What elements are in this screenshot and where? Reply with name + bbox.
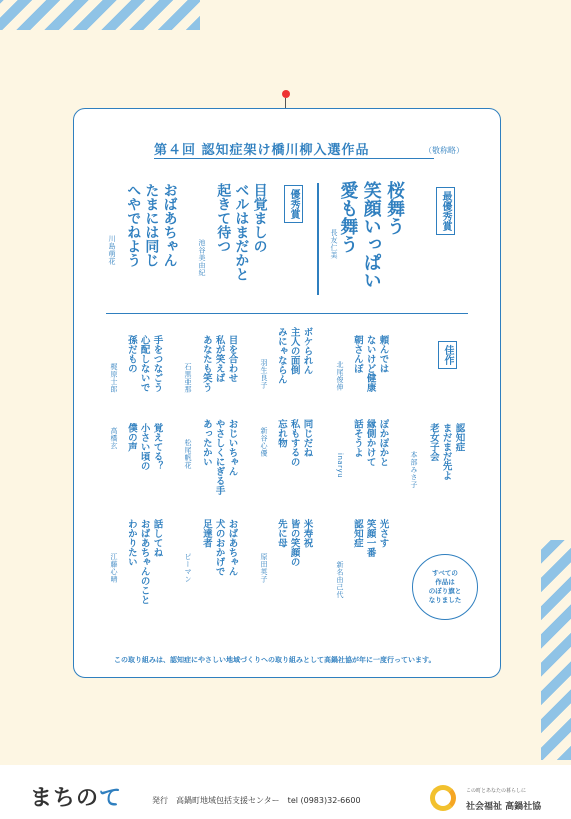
poem-line: 朝さんぽ	[351, 335, 363, 373]
good-work-author: 新名由己代	[336, 561, 345, 599]
good-works-badge: 佳作	[438, 341, 457, 369]
pin-icon	[282, 90, 290, 98]
good-work-poem	[350, 335, 388, 392]
poem-line: 目覚ましの	[251, 183, 268, 253]
good-work-author: 羽生良子	[260, 359, 269, 389]
divider-horizontal	[106, 313, 468, 314]
good-work-poem	[350, 519, 388, 557]
poem-line: 忘れ物	[275, 419, 287, 448]
excellence-badge: 優秀賞	[284, 185, 303, 223]
grand-prize-poem	[336, 181, 406, 289]
poem-line: 足達者	[200, 519, 212, 548]
good-work-poem	[350, 419, 388, 467]
poem-line: 認知症	[453, 423, 465, 452]
good-work-author: 原田英子	[260, 553, 269, 583]
poem-line: 心配しないで	[138, 335, 150, 392]
poem-line: おばあちゃん	[226, 519, 238, 576]
page-title: 第４回 認知症架け橋川柳入選作品	[154, 139, 434, 159]
poem-line: 先に母	[275, 519, 287, 548]
good-work-author: 本部みさ子	[410, 451, 419, 489]
excellence-author-1: 池谷美由紀	[198, 239, 207, 277]
poem-line: 主人の面倒	[288, 327, 300, 375]
good-work-poem	[124, 519, 162, 605]
poem-line: わかりたい	[125, 519, 137, 567]
poem-line: 手をつなごう	[151, 335, 163, 392]
good-work-author: ピーマン	[184, 553, 193, 583]
organization-logo-icon	[430, 785, 456, 811]
poem-line: 同じだね	[301, 419, 313, 457]
poem-line: みにゃならん	[275, 327, 287, 384]
poem-line: 犬のおかげで	[213, 519, 225, 576]
decorative-stripes-right	[541, 540, 571, 760]
poem-line: 孫だもの	[125, 335, 137, 373]
poem-line: 光さす	[377, 519, 389, 548]
grand-prize-badge: 最優秀賞	[436, 187, 455, 235]
logo-text: まちの	[30, 786, 100, 811]
organization-name: 社会福祉 高鍋社協	[466, 802, 542, 812]
good-work-author: 梶原士郎	[110, 363, 119, 393]
poem-line: 覚えてる？	[151, 423, 163, 471]
grand-prize-author: 長友仁美	[330, 229, 339, 259]
poem-line: 桜舞う	[384, 181, 406, 235]
poem-line: たまには同じ	[143, 183, 160, 267]
circle-note-line: すべての	[432, 569, 458, 577]
footer	[0, 765, 571, 819]
poem-line: 笑顔一番	[364, 519, 376, 557]
publisher-info: 発行 高鍋町地域包括支援センター tel (0983)32-6600	[152, 796, 361, 805]
good-work-poem	[124, 423, 162, 471]
poem-line: 話そうよ	[351, 419, 363, 457]
good-work-author: inaryu	[336, 453, 345, 479]
good-work-poem	[274, 419, 312, 467]
good-work-poem	[426, 423, 464, 480]
good-work-author: 松尾帆花	[184, 439, 193, 469]
good-work-author: 新谷心優	[260, 427, 269, 457]
good-work-poem	[274, 327, 312, 384]
poem-line: おじいちゃん	[226, 419, 238, 476]
poem-line: 話してね	[151, 519, 163, 557]
good-work-author: 北尾俊伸	[336, 361, 345, 391]
machinote-logo	[30, 781, 122, 812]
poem-line: 愛も舞う	[337, 181, 359, 253]
poem-line: 起きて待つ	[215, 183, 232, 253]
poem-line: あったかい	[200, 419, 212, 467]
poem-line: 私もするの	[288, 419, 300, 467]
poem-line: 縁側かけて	[364, 419, 376, 467]
poem-line: 頼んでは	[377, 335, 389, 373]
poem-line: おばあちゃんのこと	[138, 519, 150, 605]
poem-line: 老女子会	[427, 423, 439, 461]
poem-line: へやでねよう	[125, 183, 142, 267]
excellence-author-2: 川島萌花	[108, 235, 117, 265]
title-note: （敬称略）	[424, 146, 464, 155]
poem-line: ベルはまだかと	[233, 183, 250, 281]
good-work-poem	[199, 335, 237, 392]
poem-line: 認知症	[351, 519, 363, 548]
good-work-poem	[274, 519, 312, 567]
good-work-author: 江藤心晴	[110, 553, 119, 583]
poem-line: ないけど健康	[364, 335, 376, 392]
poem-line: ぽかぽかと	[377, 419, 389, 467]
poem-line: 小さい頃の	[138, 423, 150, 471]
poem-line: 目を合わせ	[226, 335, 238, 383]
good-work-poem	[199, 519, 237, 576]
poem-line: やさしくにぎる手	[213, 419, 225, 495]
poem-line: 私が笑えば	[213, 335, 225, 383]
circle-note-line: のぼり旗と	[428, 587, 462, 596]
banner-note-circle	[412, 554, 478, 620]
poem-line: まだまだ先よ	[440, 423, 452, 480]
good-work-poem	[199, 419, 237, 495]
excellence-poem-1	[214, 183, 269, 281]
excellence-poem-2	[124, 183, 179, 267]
logo-accent-text: て	[99, 786, 123, 811]
footnote: この取り組みは、認知症にやさしい地域づくりへの取り組みとして高鍋社協が年に一度行っています。	[114, 656, 436, 664]
poster-card	[73, 108, 501, 678]
poem-line: 米寿祝	[301, 519, 313, 548]
poem-line: 皆の笑顔の	[288, 519, 300, 567]
poem-line: ボケられん	[301, 327, 313, 375]
good-work-author: 高橋玄	[110, 427, 119, 450]
good-work-poem	[124, 335, 162, 392]
poem-line: 笑顔いっぱい	[360, 181, 382, 289]
poem-line: あなたも笑う	[200, 335, 212, 392]
organization-tagline: この町とあなたの暮らしに	[466, 788, 527, 794]
poem-line: おばあちゃん	[161, 183, 178, 267]
decorative-stripes-top-left	[0, 0, 200, 30]
circle-note-line: なりました	[428, 596, 462, 605]
poem-line: 僕の声	[125, 423, 137, 452]
good-work-author: 石黒亜那	[184, 363, 193, 393]
divider-vertical	[317, 183, 319, 295]
circle-note-line: 作品は	[435, 578, 455, 587]
